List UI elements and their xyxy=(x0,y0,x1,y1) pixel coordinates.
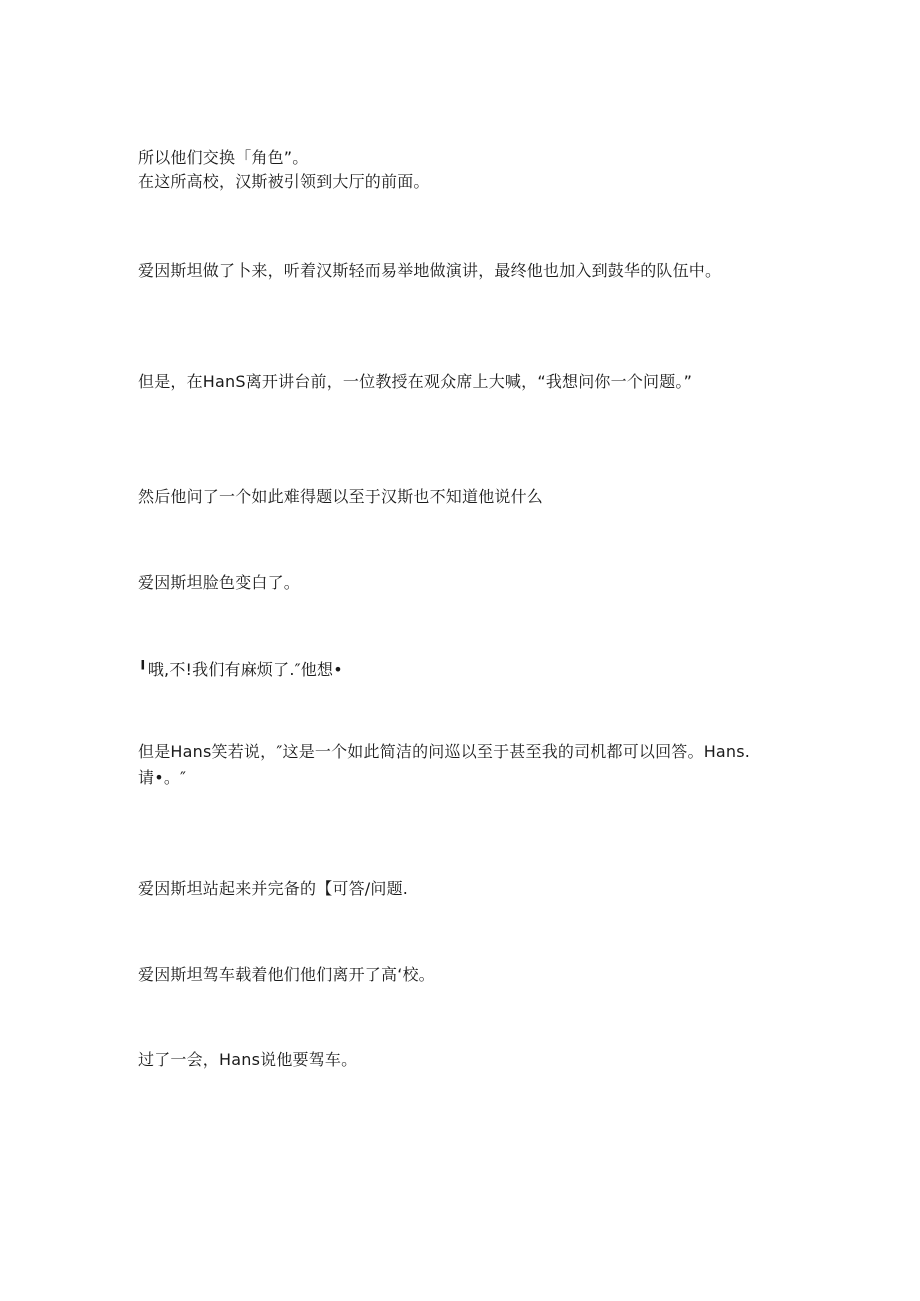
text-line: 所以他们交换「角色”。 xyxy=(138,148,309,167)
text-line: 但是，在HanS离开讲台前，一位教授在观众席上大喊，“我想问你一个问题。” xyxy=(138,372,693,391)
text-line: 请•。″ xyxy=(138,768,187,787)
text-line: 爱因斯坦驾车载着他们他们离开了高‘校。 xyxy=(138,965,435,984)
text-line: 爱因斯坦做了卜来，听着汉斯轻而易举地做演讲，最终他也加入到鼓华的队伍中。 xyxy=(138,261,722,280)
text-line: 过了一会，Hans说他要驾车。 xyxy=(138,1050,358,1069)
text-line: 然后他问了一个如此难得题以至于汉斯也不知道他说什么 xyxy=(138,487,544,506)
text-line: 爱因斯坦站起来并完备的【可答/问题. xyxy=(138,879,409,898)
text-line: 爱因斯坦脸色变白了。 xyxy=(138,573,301,592)
text-line: 在这所高校，汉斯被引领到大厅的前面。 xyxy=(138,172,430,191)
text-line: ╹哦,不!我们有麻烦了.″他想• xyxy=(138,660,343,679)
text-line: 但是Hans笑若说，″这是一个如此简洁的问巡以至于甚至我的司机都可以回答。Hans. xyxy=(138,742,751,761)
